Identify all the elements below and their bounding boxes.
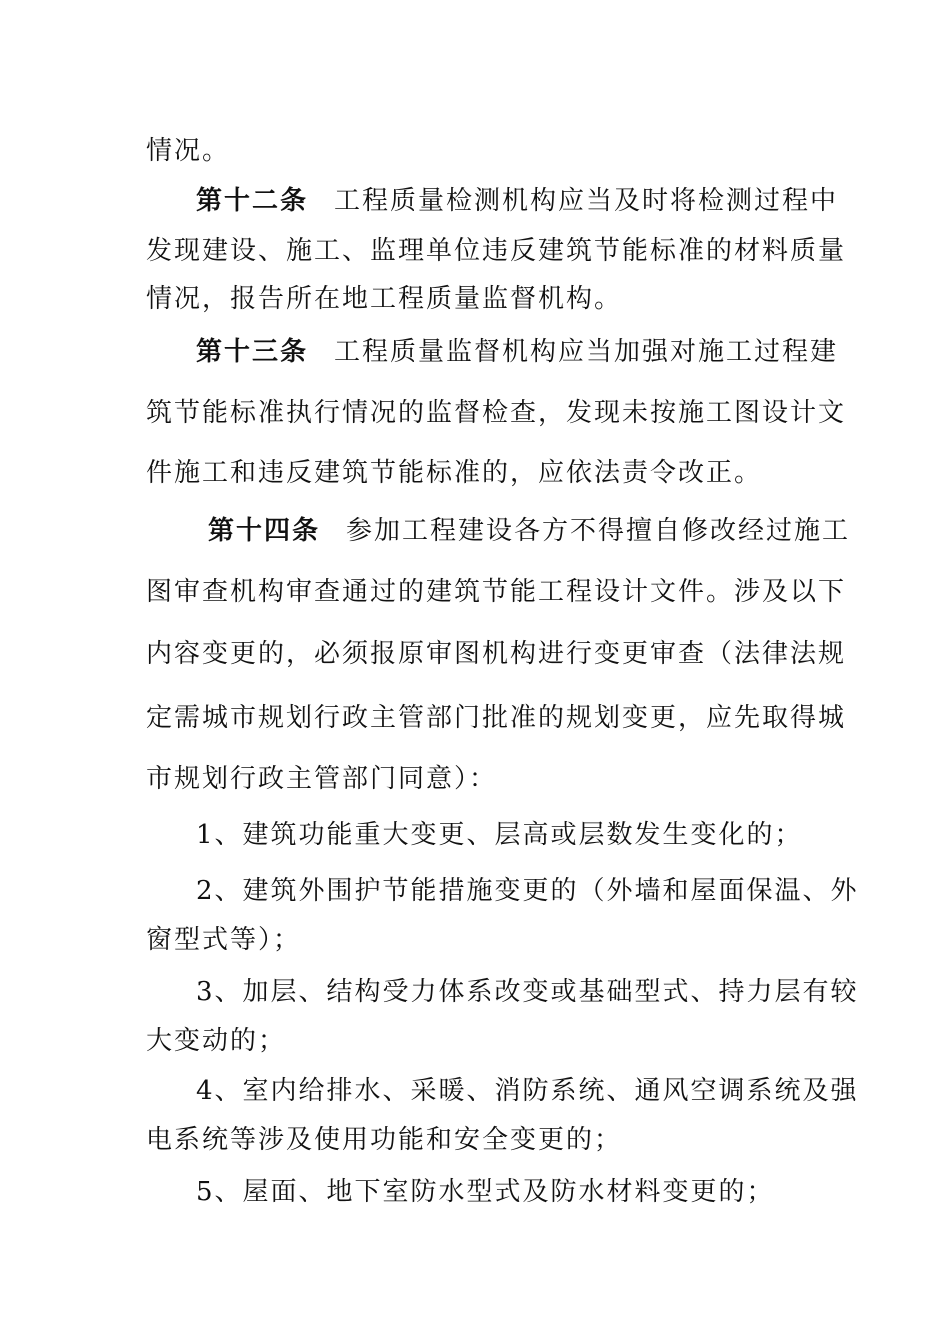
article-12-text: 工程质量检测机构应当及时将检测过程中	[334, 186, 839, 216]
article-14-text: 参加工程建设各方不得擅自修改经过施工	[346, 516, 851, 546]
list-item-3-line-2: 大变动的；	[146, 1026, 287, 1056]
list-item-4-line-1: 4、室内给排水、采暖、消防系统、通风空调系统及强	[196, 1076, 859, 1106]
article-13-line-2: 筑节能标准执行情况的监督检查，发现未按施工图设计文	[146, 398, 847, 428]
article-12-line-2: 发现建设、施工、监理单位违反建筑节能标准的材料质量	[146, 236, 847, 266]
article-14-heading: 第十四条	[208, 516, 321, 546]
article-14-line-3: 内容变更的，必须报原审图机构进行变更审查（法律法规	[146, 639, 847, 669]
list-item-2-line-1: 2、建筑外围护节能措施变更的（外墙和屋面保温、外	[196, 876, 859, 906]
article-12-heading: 第十二条	[196, 186, 309, 216]
article-13-line-3: 件施工和违反建筑节能标准的，应依法责令改正。	[146, 458, 763, 488]
list-item-5-line-1: 5、屋面、地下室防水型式及防水材料变更的；	[196, 1177, 775, 1207]
article-12-line-3: 情况，报告所在地工程质量监督机构。	[146, 284, 623, 314]
article-13-line-1	[196, 335, 839, 369]
article-14-line-4: 定需城市规划行政主管部门批准的规划变更，应先取得城	[146, 703, 847, 733]
list-item-3-line-1: 3、加层、结构受力体系改变或基础型式、持力层有较	[196, 977, 859, 1007]
article-14-line-2: 图审查机构审查通过的建筑节能工程设计文件。涉及以下	[146, 577, 847, 607]
article-14-line-1	[208, 514, 851, 548]
article-12-line-1	[196, 184, 839, 218]
list-item-4-line-2: 电系统等涉及使用功能和安全变更的；	[146, 1125, 623, 1155]
list-item-1-line-1: 1、建筑功能重大变更、层高或层数发生变化的；	[196, 820, 803, 850]
list-item-2-line-2: 窗型式等）；	[146, 925, 302, 955]
article-13-text: 工程质量监督机构应当加强对施工过程建	[334, 337, 839, 367]
article-13-heading: 第十三条	[196, 337, 309, 367]
paragraph-line: 情况。	[146, 136, 231, 166]
article-14-line-5: 市规划行政主管部门同意）：	[146, 764, 498, 794]
